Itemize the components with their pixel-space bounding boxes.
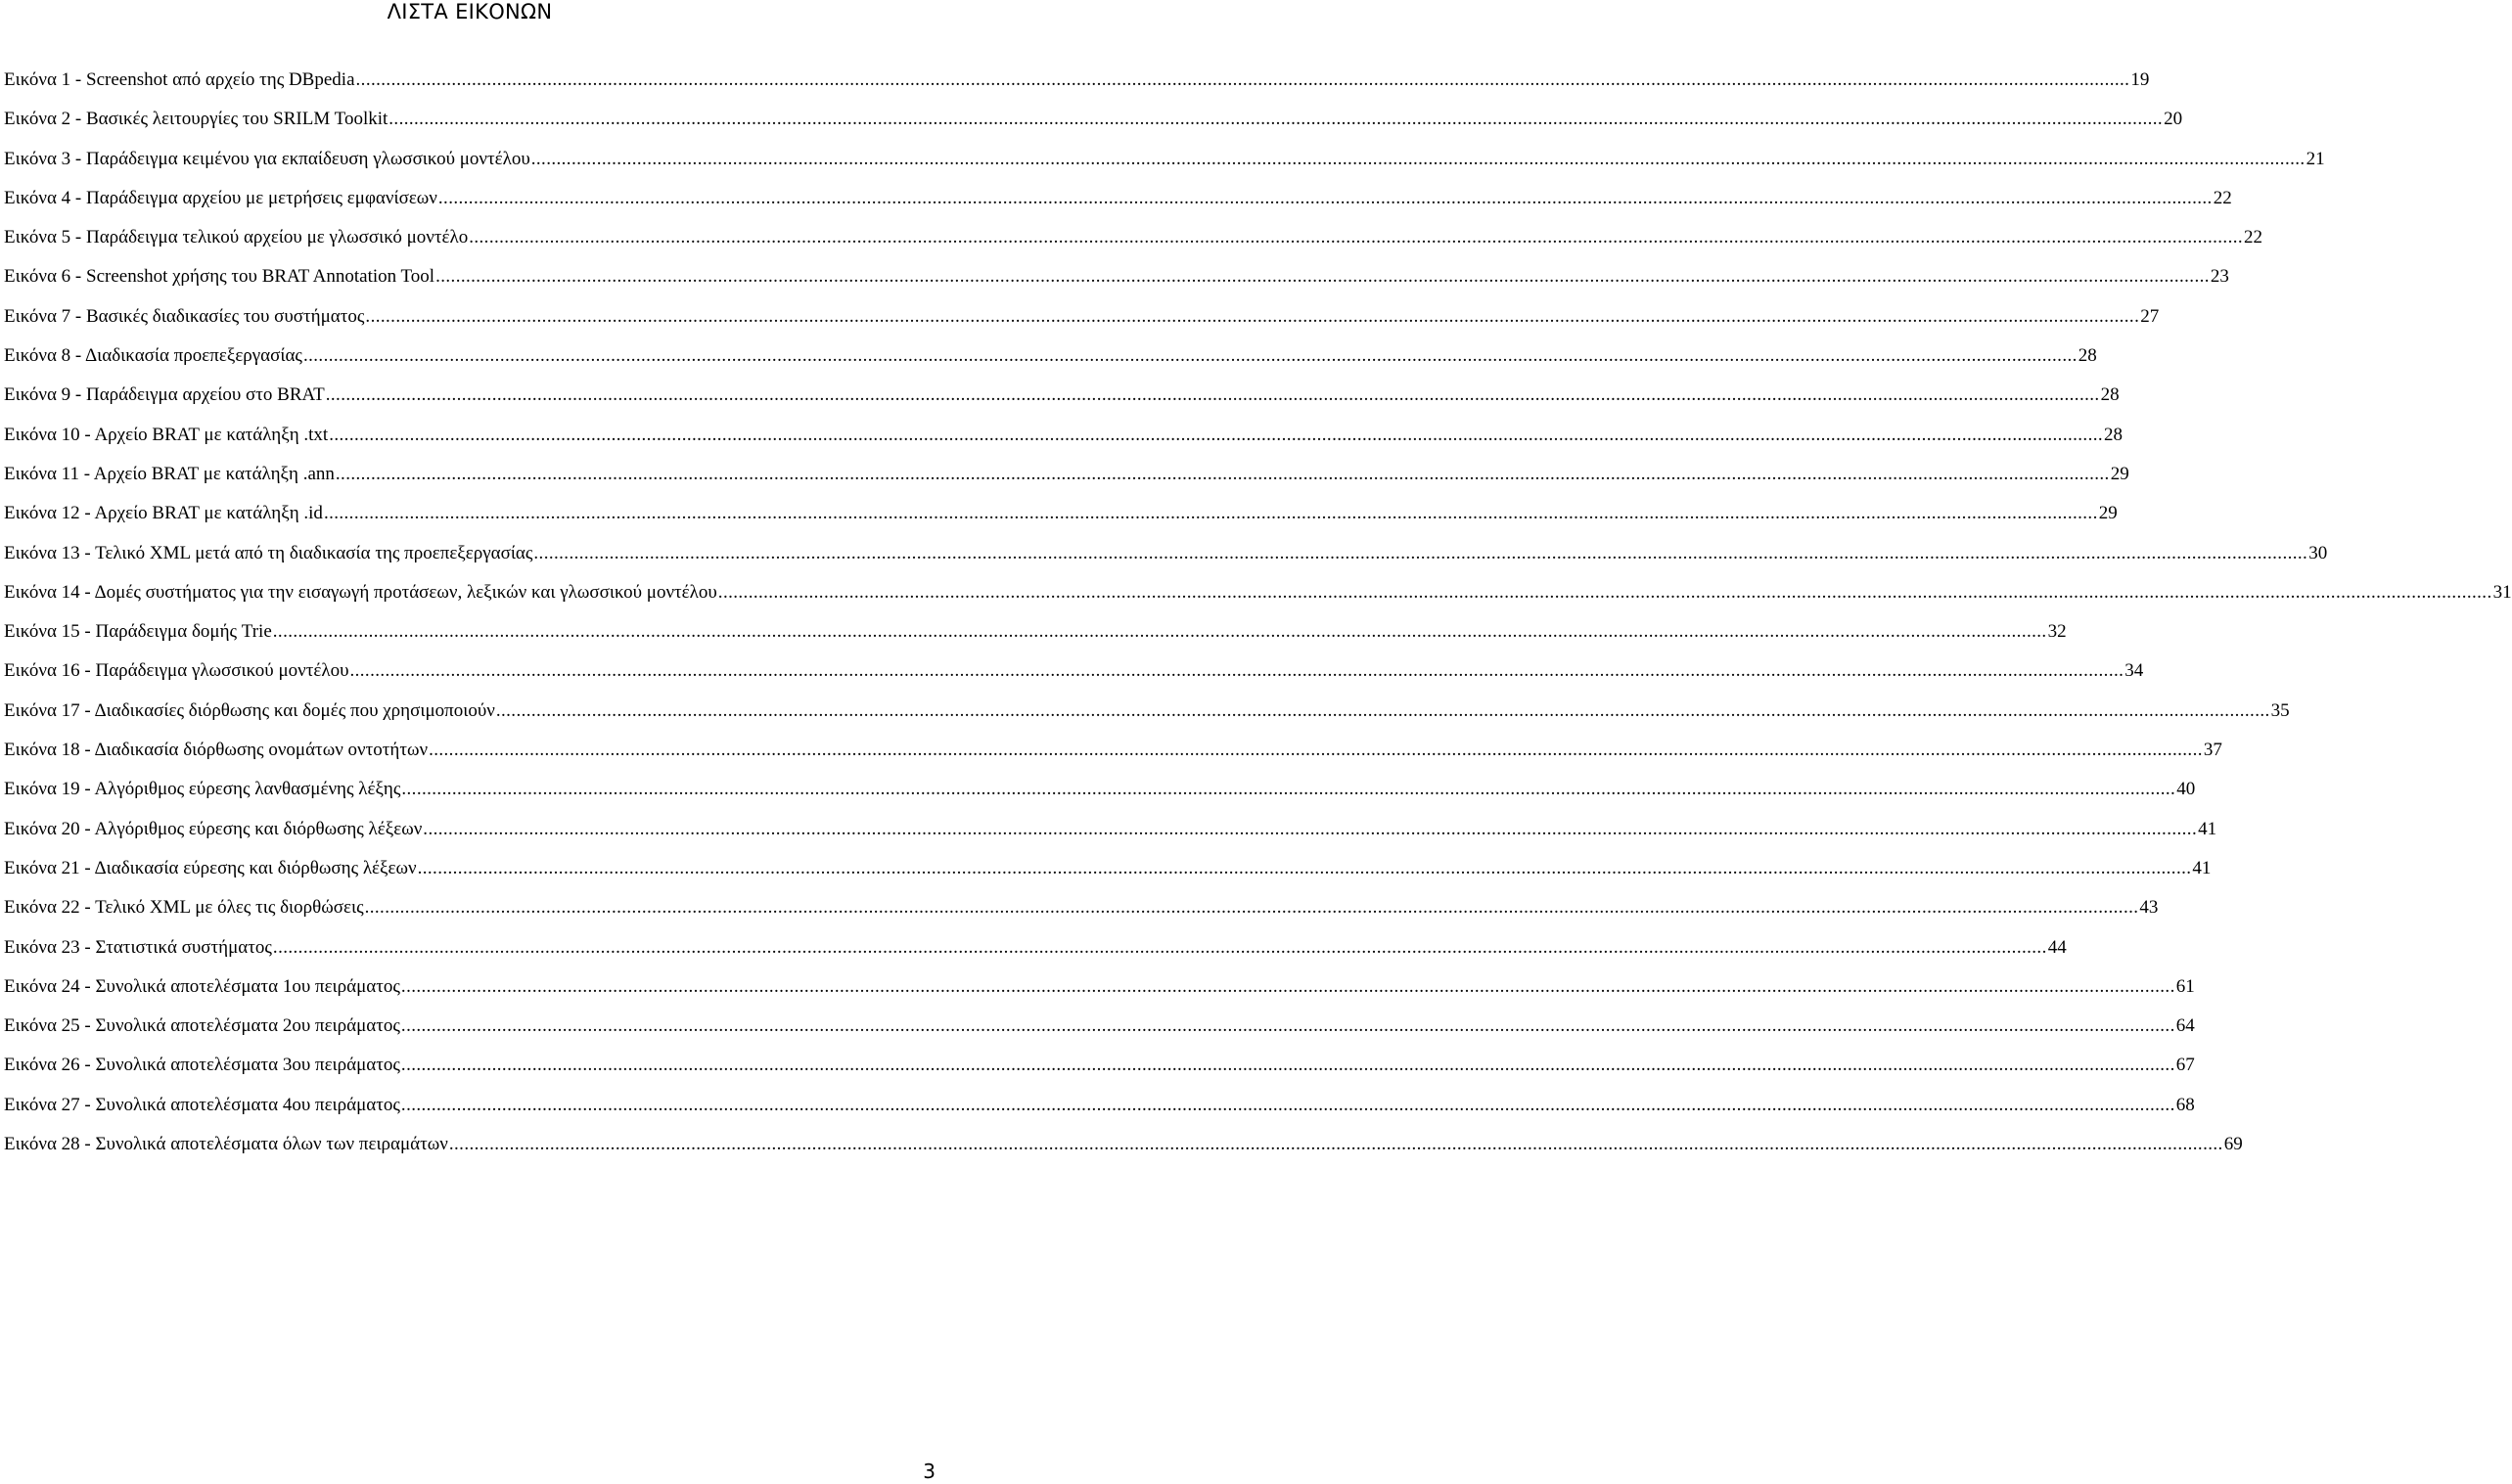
dot-leader xyxy=(273,612,2047,652)
toc-entry-page: 67 xyxy=(2175,1055,2195,1076)
toc-entry-page: 41 xyxy=(2198,818,2217,839)
dot-leader xyxy=(349,652,2124,691)
toc-entry[interactable] xyxy=(4,257,2229,296)
toc-entry[interactable] xyxy=(4,534,2328,573)
dot-leader xyxy=(449,1125,2223,1164)
toc-entry-page: 68 xyxy=(2175,1094,2195,1115)
toc-entry[interactable] xyxy=(4,731,2222,770)
toc-entry-page: 34 xyxy=(2124,660,2144,682)
toc-entry-title: Εικόνα 17 - Διαδικασίες διόρθωσης και δομές που χρησιμοποιούν xyxy=(4,699,495,721)
toc-entry-page: 28 xyxy=(2100,384,2120,406)
toc-entry-title: Εικόνα 26 - Συνολικά αποτελέσματα 3ου πειράματος xyxy=(4,1055,400,1076)
toc-entry-page: 37 xyxy=(2203,740,2222,761)
dot-leader xyxy=(303,337,2078,376)
toc-entry-title: Εικόνα 19 - Αλγόριθμος εύρεσης λανθασμένης λέξης xyxy=(4,779,401,800)
toc-entry[interactable] xyxy=(4,692,2290,731)
dot-leader xyxy=(496,692,2270,731)
toc-entry-title: Εικόνα 23 - Στατιστικά συστήματος xyxy=(4,936,272,958)
toc-entry[interactable] xyxy=(4,928,2067,967)
toc-entry-title: Εικόνα 21 - Διαδικασία εύρεσης και διόρθωσης λέξεων xyxy=(4,857,417,878)
toc-entry-page: 35 xyxy=(2270,699,2290,721)
toc-entry-page: 29 xyxy=(2098,503,2118,524)
toc-entry-page: 41 xyxy=(2192,857,2212,878)
toc-entry[interactable] xyxy=(4,179,2232,218)
dot-leader xyxy=(438,179,2213,218)
dot-leader xyxy=(401,967,2175,1007)
toc-entry-title: Εικόνα 7 - Βασικές διαδικασίες του συστήματος xyxy=(4,305,365,327)
dot-leader xyxy=(401,1086,2175,1125)
toc-entry[interactable] xyxy=(4,61,2150,100)
toc-entry-page: 40 xyxy=(2176,779,2196,800)
page-number: 3 xyxy=(923,1460,936,1483)
dot-leader xyxy=(429,731,2203,770)
toc-entry[interactable] xyxy=(4,1125,2243,1164)
dot-leader xyxy=(324,494,2098,533)
toc-entry-title: Εικόνα 2 - Βασικές λειτουργίες του SRILM Toolkit xyxy=(4,109,388,130)
toc-entry[interactable] xyxy=(4,218,2263,257)
toc-entry-page: 61 xyxy=(2175,975,2195,997)
toc-entry-title: Εικόνα 16 - Παράδειγμα γλωσσικού μοντέλου xyxy=(4,660,349,682)
toc-entry-page: 19 xyxy=(2130,69,2150,90)
toc-entry-page: 31 xyxy=(2492,581,2512,603)
toc-entry-page: 22 xyxy=(2213,187,2232,208)
toc-entry-title: Εικόνα 24 - Συνολικά αποτελέσματα 1ου πειράματος xyxy=(4,975,400,997)
dot-leader xyxy=(273,928,2047,967)
toc-entry[interactable] xyxy=(4,1046,2195,1085)
toc-entry-title: Εικόνα 9 - Παράδειγμα αρχείου στο BRAT xyxy=(4,384,325,406)
toc-entry-page: 30 xyxy=(2308,542,2328,563)
dot-leader xyxy=(401,1007,2175,1046)
dot-leader xyxy=(356,61,2130,100)
toc-entry[interactable] xyxy=(4,849,2212,888)
dot-leader xyxy=(531,140,2306,179)
toc-entry-title: Εικόνα 5 - Παράδειγμα τελικού αρχείου με γλωσσικό μοντέλο xyxy=(4,227,469,248)
dot-leader xyxy=(469,218,2243,257)
toc-entry-title: Εικόνα 12 - Αρχείο BRAT με κατάληξη .id xyxy=(4,503,323,524)
toc-entry-page: 69 xyxy=(2223,1134,2243,1155)
toc-entry-title: Εικόνα 22 - Τελικό XML με όλες τις διορθώσεις xyxy=(4,897,364,919)
dot-leader xyxy=(401,770,2175,809)
toc-entry-title: Εικόνα 25 - Συνολικά αποτελέσματα 2ου πειράματος xyxy=(4,1015,400,1037)
dot-leader xyxy=(401,1046,2175,1085)
toc-entry[interactable] xyxy=(4,573,2512,612)
toc-entry-title: Εικόνα 11 - Αρχείο BRAT με κατάληξη .ann xyxy=(4,463,335,484)
toc-entry[interactable] xyxy=(4,494,2118,533)
toc-entry[interactable] xyxy=(4,888,2159,927)
toc-entry-title: Εικόνα 14 - Δομές συστήματος για την εισαγωγή προτάσεων, λεξικών και γλωσσικού μοντέλου xyxy=(4,581,717,603)
toc-entry[interactable] xyxy=(4,810,2217,849)
toc-entry-page: 28 xyxy=(2104,424,2124,445)
toc-entry-title: Εικόνα 10 - Αρχείο BRAT με κατάληξη .txt xyxy=(4,424,329,445)
toc-entry[interactable] xyxy=(4,376,2120,415)
toc-entry[interactable] xyxy=(4,1086,2195,1125)
toc-entry-page: 28 xyxy=(2078,345,2097,367)
toc-entry-page: 32 xyxy=(2047,621,2067,643)
toc-entry[interactable] xyxy=(4,297,2160,337)
dot-leader xyxy=(326,376,2100,415)
dot-leader xyxy=(336,455,2110,494)
toc-entry-page: 20 xyxy=(2164,109,2183,130)
dot-leader xyxy=(418,849,2192,888)
dot-leader xyxy=(388,100,2163,139)
toc-entry[interactable] xyxy=(4,416,2124,455)
dot-leader xyxy=(365,297,2139,337)
dot-leader xyxy=(329,416,2103,455)
dot-leader xyxy=(365,888,2139,927)
toc-entry-title: Εικόνα 13 - Τελικό XML μετά από τη διαδικασία της προεπεξεργασίας xyxy=(4,542,533,563)
toc-entry-title: Εικόνα 27 - Συνολικά αποτελέσματα 4ου πειράματος xyxy=(4,1094,400,1115)
toc-entry[interactable] xyxy=(4,455,2129,494)
toc-entry[interactable] xyxy=(4,770,2196,809)
toc-entry-page: 22 xyxy=(2244,227,2263,248)
toc-entry[interactable] xyxy=(4,1007,2195,1046)
toc-entry-title: Εικόνα 6 - Screenshot χρήσης του BRAT Annotation Tool xyxy=(4,266,435,288)
toc-entry-page: 43 xyxy=(2139,897,2159,919)
toc-entry-page: 44 xyxy=(2047,936,2067,958)
toc-entry-page: 29 xyxy=(2110,463,2129,484)
toc-entry-page: 64 xyxy=(2175,1015,2195,1037)
toc-entry[interactable] xyxy=(4,612,2067,652)
toc-entry[interactable] xyxy=(4,337,2097,376)
dot-leader xyxy=(718,573,2492,612)
toc-entry-title: Εικόνα 20 - Αλγόριθμος εύρεσης και διόρθωσης λέξεων xyxy=(4,818,423,839)
toc-entry-title: Εικόνα 18 - Διαδικασία διόρθωσης ονομάτων οντοτήτων xyxy=(4,740,429,761)
dot-leader xyxy=(435,257,2210,296)
toc-entry-title: Εικόνα 4 - Παράδειγμα αρχείου με μετρήσεις εμφανίσεων xyxy=(4,187,437,208)
toc-entry[interactable] xyxy=(4,140,2325,179)
toc-entry-page: 21 xyxy=(2306,148,2325,169)
toc-entry-page: 23 xyxy=(2210,266,2229,288)
toc-entry-title: Εικόνα 15 - Παράδειγμα δομής Trie xyxy=(4,621,272,643)
toc-entry[interactable] xyxy=(4,100,2183,139)
dot-leader xyxy=(533,534,2307,573)
toc-entry[interactable] xyxy=(4,967,2195,1007)
toc-entry-title: Εικόνα 1 - Screenshot από αρχείο της DBpedia xyxy=(4,69,355,90)
list-of-figures xyxy=(4,61,2512,1164)
toc-entry-title: Εικόνα 8 - Διαδικασία προεπεξεργασίας xyxy=(4,345,302,367)
toc-entry-title: Εικόνα 3 - Παράδειγμα κειμένου για εκπαίδευση γλωσσικού μοντέλου xyxy=(4,148,530,169)
page-title: ΛΙΣΤΑ ΕΙΚΟΝΩΝ xyxy=(387,0,553,23)
toc-entry-page: 27 xyxy=(2140,305,2160,327)
dot-leader xyxy=(423,810,2197,849)
toc-entry[interactable] xyxy=(4,652,2144,691)
toc-entry-title: Εικόνα 28 - Συνολικά αποτελέσματα όλων των πειραμάτων xyxy=(4,1134,448,1155)
